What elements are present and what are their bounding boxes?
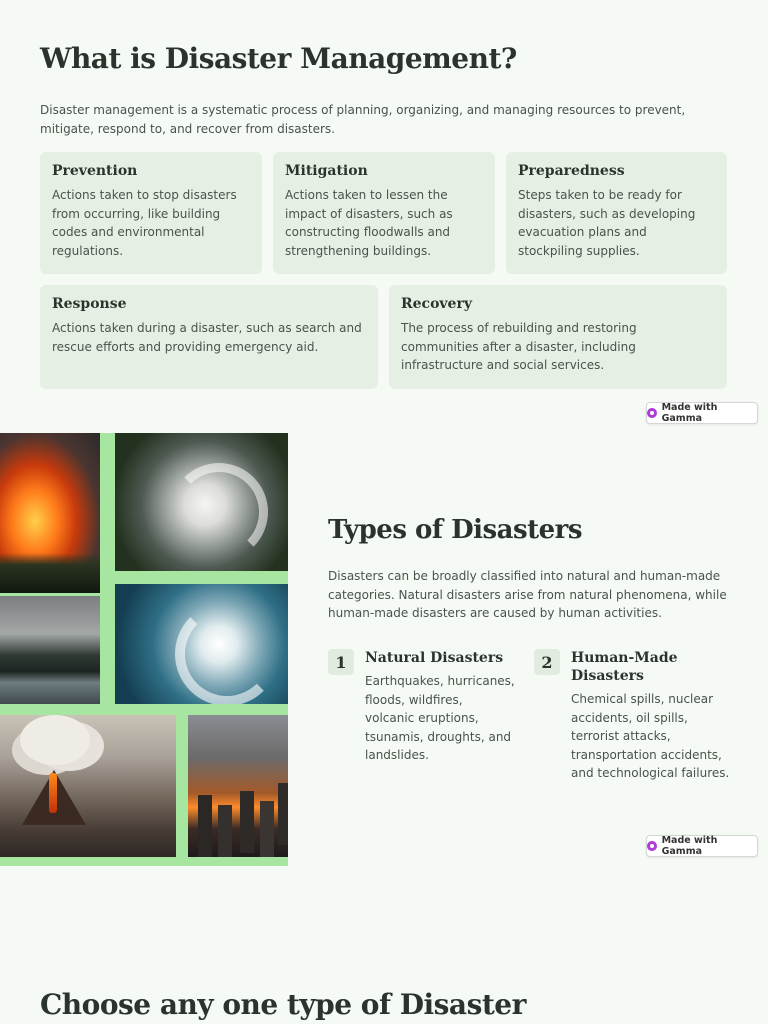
card-mitigation: [273, 152, 495, 274]
gamma-logo-icon: [647, 841, 657, 851]
card-text: Actions taken to lessen the impact of disasters, such as constructing floodwalls and strengthening buildings.: [285, 188, 453, 258]
gamma-logo-icon: [647, 408, 657, 418]
section-description: Disasters can be broadly classified into natural and human-made categories. Natural disasters arise from natural phenomena, while human-made disasters are caused by human activities.: [328, 569, 727, 620]
card-text: Actions taken to stop disasters from occurring, like building codes and environmental regulations.: [52, 188, 237, 258]
city-disaster-image: [188, 715, 288, 857]
card-preparedness: [506, 152, 727, 274]
card-text: Actions taken during a disaster, such as search and rescue efforts and providing emergency aid.: [52, 321, 362, 354]
disaster-image-collage: [0, 433, 288, 866]
card-title: Mitigation: [285, 163, 368, 179]
page-title: What is Disaster Management?: [40, 42, 517, 75]
wildfire-image: [0, 433, 100, 593]
card-response: [40, 285, 378, 389]
card-prevention: [40, 152, 262, 274]
card-title: Recovery: [401, 296, 472, 312]
card-title: Response: [52, 296, 127, 312]
item-text-human-made: Chemical spills, nuclear accidents, oil spills, terrorist attacks, transportation accidents, and technological failures.: [571, 692, 730, 780]
card-recovery: [389, 285, 727, 389]
section-title: Types of Disasters: [328, 515, 583, 545]
next-section-title: Choose any one type of Disaster: [40, 988, 526, 1021]
hurricane-satellite-image: [115, 584, 288, 704]
item-title-natural: Natural Disasters: [365, 650, 504, 666]
item-number: 2: [534, 649, 560, 675]
card-text: Steps taken to be ready for disasters, such as developing evacuation plans and stockpiling supplies.: [518, 188, 696, 258]
storm-cyclone-image: [115, 433, 288, 571]
coastal-storm-image: [0, 596, 100, 704]
badge-label: Made with Gamma: [661, 835, 718, 857]
made-with-gamma-badge[interactable]: [646, 402, 758, 424]
made-with-gamma-badge[interactable]: [646, 835, 758, 857]
item-title-human-made: Human-Made Disasters: [571, 650, 678, 684]
item-number: 1: [328, 649, 354, 675]
card-title: Prevention: [52, 163, 138, 179]
badge-label: Made with Gamma: [661, 402, 718, 424]
item-text-natural: Earthquakes, hurricanes, floods, wildfires, volcanic eruptions, tsunamis, droughts, and landslides.: [365, 674, 515, 762]
volcano-eruption-image: [0, 715, 176, 857]
card-title: Preparedness: [518, 163, 625, 179]
card-text: The process of rebuilding and restoring communities after a disaster, including infrastructure and social services.: [401, 321, 637, 372]
intro-paragraph: Disaster management is a systematic process of planning, organizing, and managing resources to prevent, mitigate, respond to, and recover from disasters.: [40, 103, 686, 136]
